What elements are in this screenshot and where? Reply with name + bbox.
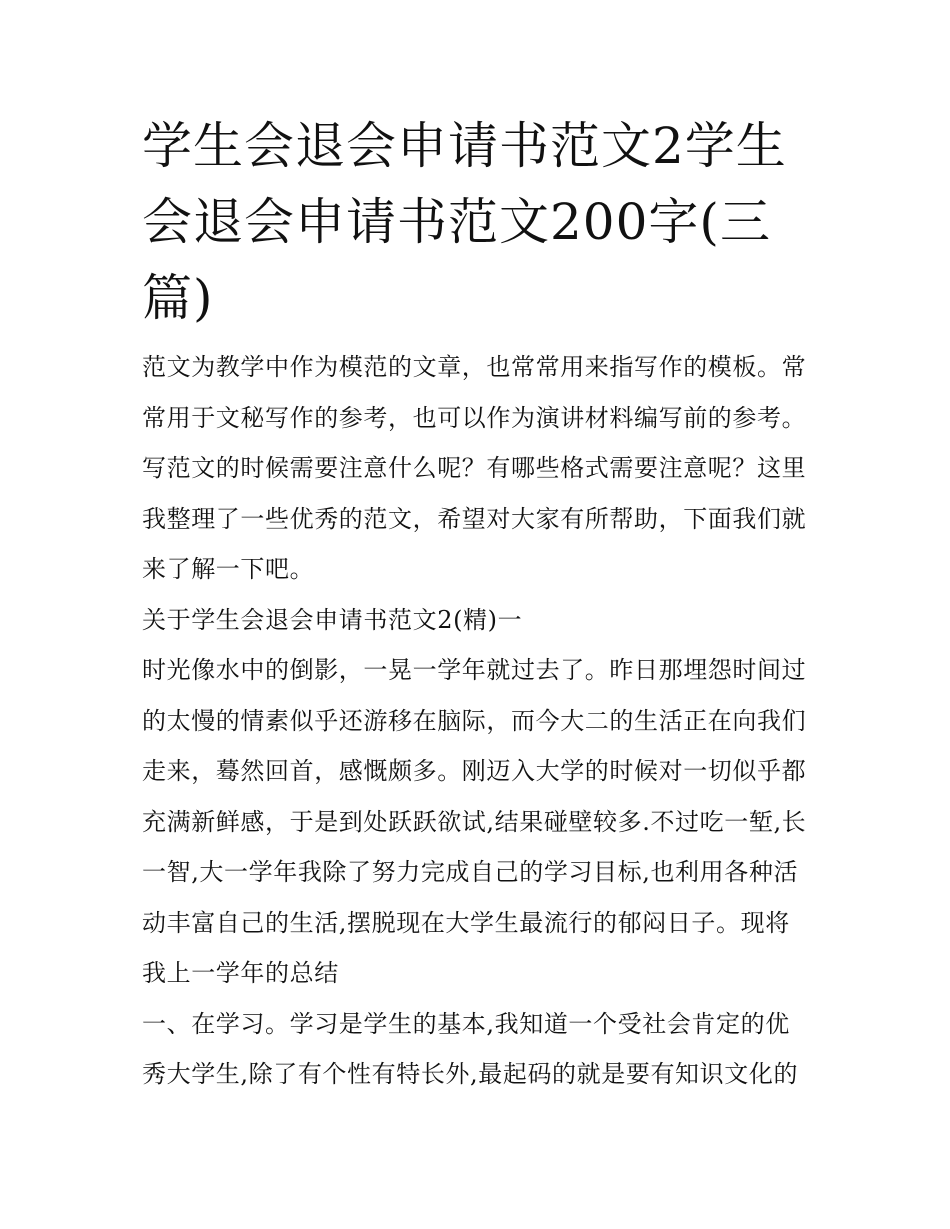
document-title: 学生会退会申请书范文2学生会退会申请书范文200字(三篇) [142,117,787,327]
document-page [142,108,814,1100]
body-paragraph: 时光像水中的倒影，一晃一学年就过去了。昨日那埋怨时间过的太慢的情素似乎还游移在脑际，而今大二的生活正在向我们走来，蓦然回首，感慨颇多。刚迈入大学的时候对一切似乎都充满新鲜感，于是到处跃跃欲试,结果碰壁较多.不过吃一堑,长一智,大一学年我除了努力完成自己的学习目标,也利用各种活动丰富自己的生活,摆脱现在大学生最流行的郁闷日子。现将我上一学年的总结 [142,656,807,987]
body-paragraph: 一、在学习。学习是学生的基本,我知道一个受社会肯定的优秀大学生,除了有个性有特长外,最起码的就是要有知识文化的 [142,1009,799,1088]
section-heading: 关于学生会退会申请书范文2(精)一 [142,605,523,634]
intro-paragraph: 范文为教学中作为模范的文章，也常常用来指写作的模板。常常用于文秘写作的参考，也可以作为演讲材料编写前的参考。写范文的时候需要注意什么呢？有哪些格式需要注意呢？这里我整理了一些优秀的范文，希望对大家有所帮助，下面我们就来了解一下吧。 [142,353,807,583]
